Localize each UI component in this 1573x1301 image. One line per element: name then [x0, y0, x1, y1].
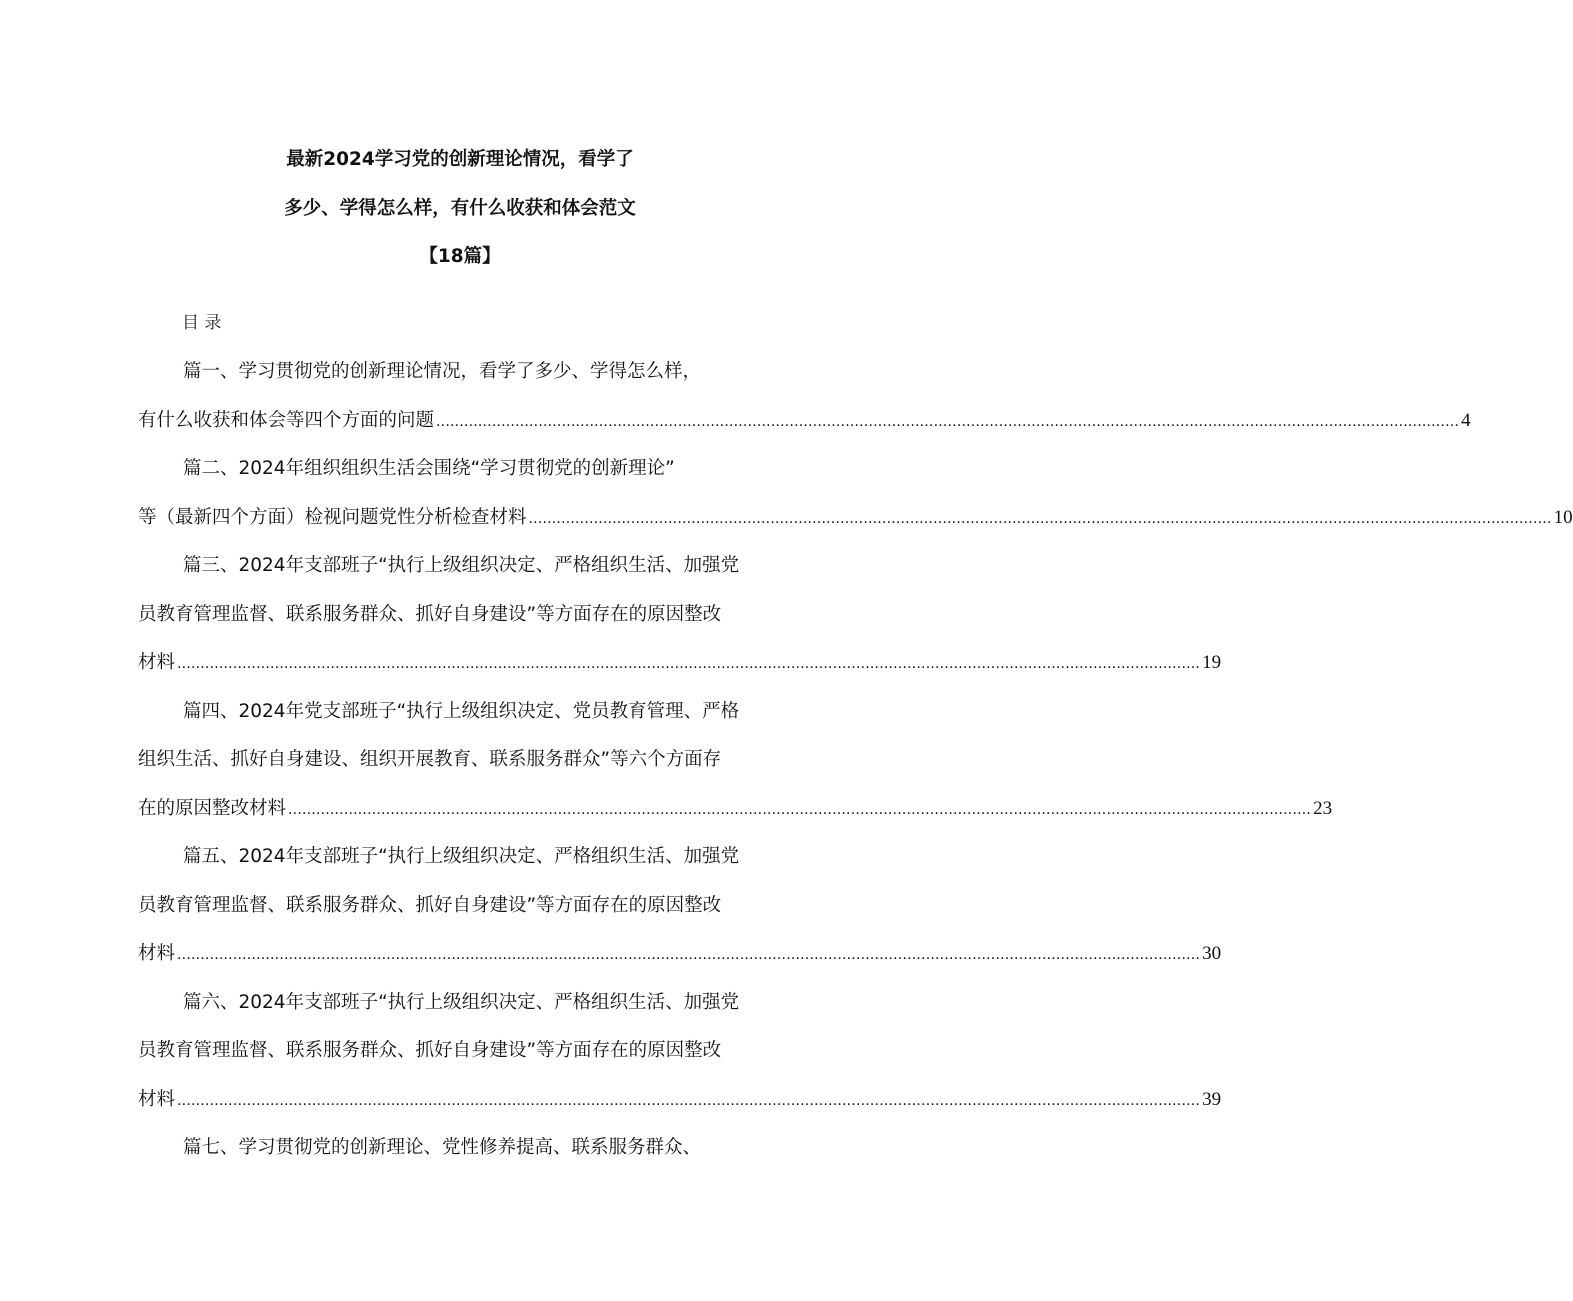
- toc-entry-line: [138, 930, 1222, 979]
- document-title: [110, 136, 810, 282]
- toc-entry-line: 篇三、2024年支部班子“执行上级组织决定、严格组织生活、加强党: [183, 555, 740, 576]
- title-line-1: 最新2024学习党的创新理论情况，看学了: [286, 149, 634, 170]
- title-line-3: 【18篇】: [419, 246, 501, 267]
- toc-entry-line: 篇四、2024年党支部班子“执行上级组织决定、党员教育管理、严格: [183, 700, 740, 722]
- toc-entry-text: 在的原因整改材料: [138, 797, 287, 819]
- toc-page-number: 39: [1202, 1088, 1222, 1110]
- toc-heading: 目 录: [182, 313, 222, 333]
- toc-entry-text: 材料: [138, 652, 176, 673]
- toc-entry-line: 员教育管理监督、联系服务群众、抓好自身建设”等方面存在的原因整改: [138, 603, 722, 625]
- toc-entry-line: 篇五、2024年支部班子“执行上级组织决定、严格组织生活、加强党: [183, 846, 740, 867]
- toc-entry-line: [138, 494, 1573, 543]
- toc-entry[interactable]: [138, 833, 1222, 979]
- toc-entry-line: [138, 785, 1333, 834]
- toc-entry[interactable]: [138, 1124, 788, 1173]
- toc-leader-dots: ............................................................................................................................................................................................................................: [528, 510, 1552, 527]
- toc-entry-line: 篇二、2024年组织组织生活会围绕“学习贯彻党的创新理论”: [183, 458, 675, 479]
- toc-entry[interactable]: [138, 979, 1222, 1125]
- toc-page-number: 19: [1202, 652, 1222, 673]
- toc-entry[interactable]: [138, 348, 1471, 445]
- toc-leader-dots: ............................................................................................................................................................................................................................: [177, 1092, 1201, 1109]
- toc-entry-line: 员教育管理监督、联系服务群众、抓好自身建设”等方面存在的原因整改: [138, 894, 722, 916]
- toc-leader-dots: ............................................................................................................................................................................................................................: [177, 656, 1201, 672]
- toc-entry-line: [138, 1076, 1222, 1125]
- toc-entry-text: 材料: [138, 1088, 176, 1110]
- toc-page-number: 10: [1553, 506, 1573, 528]
- toc-entry-text: 材料: [138, 943, 176, 964]
- toc-leader-dots: ............................................................................................................................................................................................................................: [436, 413, 1460, 430]
- toc-entry-line: 组织生活、抓好自身建设、组织开展教育、联系服务群众”等六个方面存: [138, 749, 722, 770]
- toc-entry-line: 员教育管理监督、联系服务群众、抓好自身建设”等方面存在的原因整改: [138, 1040, 722, 1061]
- toc-entry[interactable]: [138, 688, 1333, 834]
- toc-page-number: 30: [1202, 943, 1222, 964]
- toc-entry-line: 篇七、学习贯彻党的创新理论、党性修养提高、联系服务群众、: [183, 1137, 702, 1158]
- toc-entry[interactable]: [138, 445, 1573, 542]
- table-of-contents: [138, 348, 1573, 1173]
- title-line-2: 多少、学得怎么样，有什么收获和体会范文: [284, 197, 636, 219]
- toc-entry-line: 篇一、学习贯彻党的创新理论情况，看学了多少、学得怎么样，: [183, 361, 702, 382]
- toc-entry-text: 有什么收获和体会等四个方面的问题: [138, 409, 435, 431]
- toc-leader-dots: ............................................................................................................................................................................................................................: [177, 947, 1201, 963]
- toc-entry-line: [138, 397, 1471, 446]
- toc-page-number: 23: [1313, 797, 1333, 819]
- toc-entry-line: [138, 639, 1222, 688]
- toc-page-number: 4: [1461, 409, 1471, 431]
- toc-entry-text: 等（最新四个方面）检视问题党性分析检查材料: [138, 506, 527, 528]
- toc-leader-dots: ............................................................................................................................................................................................................................: [288, 801, 1312, 818]
- toc-entry-line: 篇六、2024年支部班子“执行上级组织决定、严格组织生活、加强党: [183, 991, 740, 1013]
- toc-entry[interactable]: [138, 542, 1222, 688]
